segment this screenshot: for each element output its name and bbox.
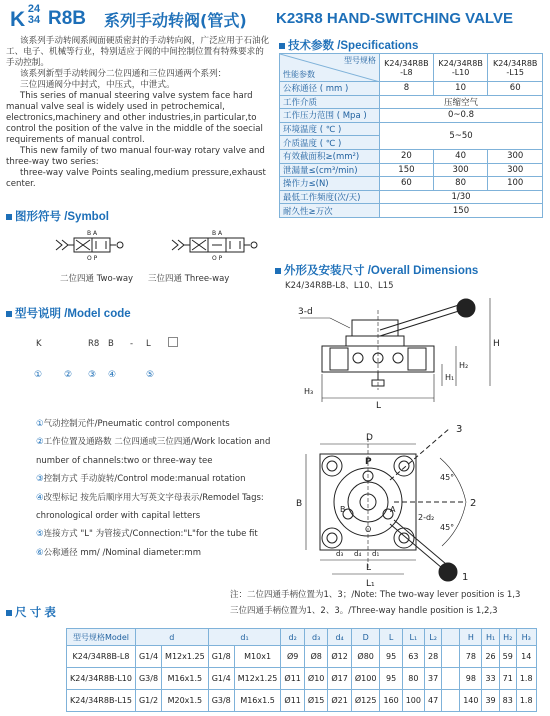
dim-header: L₁ — [402, 629, 424, 646]
spec-value: 300 — [488, 163, 543, 177]
model-code-part: R8 — [88, 339, 100, 349]
spec-value: 300 — [488, 149, 543, 163]
bullet-square-icon — [275, 268, 281, 274]
table-row — [67, 690, 537, 712]
dim-cell: 39 — [482, 690, 499, 712]
intro-en-1: This series of manual steering valve system face hard manual valve seal is widely used in petrochemical, electronics,machinery and other industries,in particular,to control the position of the valve in the middle of the soecial requirements of manual control. — [6, 91, 263, 145]
dim-cell: K24/34R8B-L15 — [67, 690, 136, 712]
label-45-bottom: 45° — [440, 523, 455, 532]
spec-row — [280, 95, 543, 109]
dim-cell: 83 — [499, 690, 516, 712]
overall-dim-subtitle: K24/34R8B-L8、L10、L15 — [285, 281, 394, 291]
label-L1: L₁ — [366, 579, 375, 589]
dim-cell: M16x1.5 — [162, 668, 209, 690]
spec-label: 工作介质 — [280, 95, 380, 109]
dim-cell: 26 — [482, 646, 499, 668]
model-code-part: - — [130, 339, 134, 349]
three-way-caption: 三位四通 Three-way — [148, 274, 230, 284]
symbol-title: 图形符号 /Symbol — [6, 208, 109, 224]
dim-header: 型号规格Model — [67, 629, 136, 646]
dim-cell: 95 — [380, 646, 402, 668]
intro-cn-3: 三位四通阀分中封式，中压式，中泄式。 — [20, 80, 175, 90]
dim-cell: M10x1 — [234, 646, 281, 668]
table-row — [67, 646, 537, 668]
spec-value: 60 — [380, 177, 434, 191]
spec-value: 压缩空气 — [380, 95, 543, 109]
spec-row — [280, 82, 543, 96]
dim-cell: Ø9 — [281, 646, 304, 668]
label-45-top: 45° — [440, 473, 455, 482]
model-code-num: ⑤ — [146, 370, 155, 380]
fraction-top: 24 — [27, 3, 41, 15]
dim-header: L — [380, 629, 402, 646]
dim-cell: K24/34R8B-L8 — [67, 646, 136, 668]
lever-note-1: 注：二位四通手柄位置为1、3；/Note: The two-way lever position is 1,3 — [230, 590, 521, 600]
model-code-num: ① — [34, 370, 43, 380]
label-O: O — [365, 525, 372, 534]
spec-diagonal-header — [280, 54, 380, 82]
model-code-notes — [36, 415, 276, 562]
top-view-drawing — [290, 418, 550, 590]
dim-cell — [442, 668, 460, 690]
spec-header-param: 性能参数 — [283, 70, 315, 79]
dim-cell: K24/34R8B-L10 — [67, 668, 136, 690]
intro-en-3: three-way valve Points sealing,medium pressure,exhaust center. — [6, 168, 266, 189]
dim-cell: 1.8 — [516, 668, 536, 690]
model-code-title: 型号说明 /Model code — [6, 305, 131, 321]
spec-label: 环境温度 ( ℃ ) — [280, 122, 380, 136]
spec-row — [280, 149, 543, 163]
label-H: H — [493, 339, 500, 349]
model-name: R8B — [48, 8, 87, 29]
model-prefix: K — [10, 8, 26, 31]
dim-cell: G1/4 — [135, 646, 161, 668]
label-L: L — [376, 401, 382, 411]
note-line: ⑤连接方式 "L" 为管接式/Connection:"L"for the tube fit — [36, 529, 258, 540]
dim-cell: Ø11 — [281, 690, 304, 712]
spec-value: 20 — [380, 149, 434, 163]
title-english: K23R8 HAND-SWITCHING VALVE — [276, 10, 513, 27]
dim-cell: 37 — [425, 668, 442, 690]
spec-label: 有效截面积≥(mm²) — [280, 149, 380, 163]
table-row — [67, 668, 537, 690]
dim-cell: Ø21 — [328, 690, 351, 712]
spec-col-l8: K24/34R8B -L8 — [380, 54, 434, 82]
bullet-square-icon — [6, 311, 12, 317]
note-line: ③控制方式 手动旋转/Control mode:manual rotation — [36, 474, 246, 485]
dim-cell: 59 — [499, 646, 516, 668]
spec-value: 80 — [433, 177, 488, 191]
spec-label: 耐久性≥万次 — [280, 204, 380, 218]
dim-cell: M16x1.5 — [234, 690, 281, 712]
spec-label: 介质温度 ( ℃ ) — [280, 136, 380, 150]
dim-cell: 100 — [402, 690, 424, 712]
model-code-num: ③ — [88, 370, 97, 380]
spec-value: 150 — [380, 163, 434, 177]
bullet-square-icon — [279, 43, 285, 49]
bullet-square-icon — [6, 610, 12, 616]
model-code-part: K — [36, 339, 42, 349]
label-P: P — [365, 457, 372, 467]
label-H1: H₁ — [445, 373, 455, 382]
bullet-square-icon — [6, 214, 12, 220]
lever-knob-icon — [439, 563, 457, 581]
svg-text:B A: B A — [212, 230, 223, 237]
label-B-dim: B — [296, 499, 303, 509]
label-2d2: 2-d₂ — [418, 513, 435, 522]
dim-cell: 140 — [460, 690, 482, 712]
label-H3: H₃ — [304, 387, 314, 396]
dim-header: d₁ — [208, 629, 281, 646]
dim-cell: G3/8 — [208, 690, 234, 712]
label-L: L — [366, 563, 372, 573]
spec-label: 工作压力范围 ( Mpa ) — [280, 109, 380, 123]
spec-value: 60 — [488, 82, 543, 96]
label-d3: d₃ — [336, 550, 344, 558]
dim-header: d₄ — [328, 629, 351, 646]
label-B: B — [340, 505, 346, 514]
two-way-symbol-icon — [56, 230, 123, 262]
dim-cell: G1/8 — [208, 646, 234, 668]
svg-text:O P: O P — [212, 255, 223, 262]
dim-cell: 98 — [460, 668, 482, 690]
model-fraction — [26, 4, 42, 26]
three-way-symbol-icon — [172, 230, 257, 262]
dim-cell: Ø80 — [351, 646, 380, 668]
spec-row — [280, 163, 543, 177]
dim-cell: 71 — [499, 668, 516, 690]
spec-label: 泄漏量≤(cm³/min) — [280, 163, 380, 177]
dim-header — [442, 629, 460, 646]
dim-cell — [442, 646, 460, 668]
spec-label: 公称通径 ( mm ) — [280, 82, 380, 96]
dim-cell: 47 — [425, 690, 442, 712]
dim-cell: M12x1.25 — [162, 646, 209, 668]
dim-cell: Ø12 — [328, 646, 351, 668]
dim-header: L₂ — [425, 629, 442, 646]
spec-table — [279, 53, 543, 218]
spec-value: 0~0.8 — [380, 109, 543, 123]
dim-header: H₃ — [516, 629, 536, 646]
dim-cell: 14 — [516, 646, 536, 668]
dim-header: D — [351, 629, 380, 646]
spec-value: 1/30 — [380, 190, 543, 204]
dim-cell: Ø17 — [328, 668, 351, 690]
dim-cell — [442, 690, 460, 712]
intro-cn-1: 该系列手动转阀系阀面硬质密封的手动转向阀，广泛应用于石油化工、电子、机械等行业，特别适应于阀的中间控制位置有特殊要求的手动控制。 — [6, 36, 270, 68]
overall-dim-title: 外形及安装尺寸 /Overall Dimensions — [275, 262, 478, 278]
fraction-bottom: 34 — [27, 14, 41, 26]
lever-knob-icon — [457, 299, 475, 317]
spec-value: 5~50 — [380, 122, 543, 149]
dim-header: d₃ — [304, 629, 327, 646]
label-H2: H₂ — [459, 361, 469, 370]
spec-header-row — [280, 54, 543, 82]
label-pos-1: 1 — [462, 572, 469, 583]
dim-header: H₁ — [482, 629, 499, 646]
dim-header: d₂ — [281, 629, 304, 646]
dim-table-title: 尺 寸 表 — [6, 604, 56, 620]
two-way-caption: 二位四通 Two-way — [60, 274, 134, 284]
spec-value: 100 — [488, 177, 543, 191]
dim-cell: M12x1.25 — [234, 668, 281, 690]
dim-cell: G1/4 — [208, 668, 234, 690]
label-d4: d₄ — [354, 550, 362, 558]
model-code-box — [168, 337, 178, 347]
dim-cell: Ø100 — [351, 668, 380, 690]
spec-label: 最低工作频度(次/天) — [280, 190, 380, 204]
note-line: ②工作位置及通路数 二位四通或三位四通/Work location and — [36, 437, 271, 448]
svg-text:O P: O P — [87, 255, 98, 262]
model-code-part: B — [108, 339, 114, 349]
label-d1: d₁ — [372, 550, 380, 558]
spec-col-l10: K24/34R8B -L10 — [433, 54, 488, 82]
spec-header-model: 型号规格 — [344, 56, 376, 65]
note-line: chronological order with capital letters — [36, 511, 201, 522]
dimension-table — [66, 628, 537, 712]
dim-cell: Ø15 — [304, 690, 327, 712]
dim-cell: 1.8 — [516, 690, 536, 712]
dim-header: H — [460, 629, 482, 646]
dim-header: H₂ — [499, 629, 516, 646]
lever-note-2: 三位四通手柄位置为1、2、3。/Three-way handle position is 1,2,3 — [230, 606, 498, 616]
specs-title: 技术参数 /Specifications — [279, 37, 418, 53]
title-chinese: 系列手动转阀(管式) — [104, 11, 247, 30]
dim-cell: M20x1.5 — [162, 690, 209, 712]
dim-cell: 160 — [380, 690, 402, 712]
spec-value: 150 — [380, 204, 543, 218]
dim-header: d — [135, 629, 208, 646]
side-view-drawing — [290, 290, 550, 415]
spec-row — [280, 177, 543, 191]
note-line: ①气动控制元件/Pneumatic control components — [36, 419, 230, 429]
dim-cell: 80 — [402, 668, 424, 690]
dim-cell: G1/2 — [135, 690, 161, 712]
dim-cell: Ø125 — [351, 690, 380, 712]
spec-col-l15: K24/34R8B -L15 — [488, 54, 543, 82]
model-code-num: ④ — [108, 370, 117, 380]
model-code-part: L — [146, 339, 151, 349]
dim-cell: Ø8 — [304, 646, 327, 668]
spec-row — [280, 190, 543, 204]
note-line: number of channels:two or three-way tee — [36, 455, 213, 466]
label-pos-2: 2 — [470, 498, 477, 509]
intro-cn-2: 该系列新型手动转阀分二位四通和三位四通两个系列： — [20, 69, 227, 79]
dim-header-row — [67, 629, 537, 646]
note-line: ⑥公称通径 mm/ /Nominal diameter:mm — [36, 547, 201, 558]
label-3d: 3-d — [298, 307, 313, 317]
spec-label: 操作力≤(N) — [280, 177, 380, 191]
dim-cell: Ø10 — [304, 668, 327, 690]
dim-cell: G3/8 — [135, 668, 161, 690]
dim-cell: 28 — [425, 646, 442, 668]
svg-text:B A: B A — [87, 230, 98, 237]
spec-value: 10 — [433, 82, 488, 96]
label-pos-3: 3 — [456, 424, 463, 435]
dim-cell: 95 — [380, 668, 402, 690]
note-line: ④改型标记 按先后顺序用大写英文字母表示/Remodel Tags: — [36, 492, 264, 503]
dim-cell: 78 — [460, 646, 482, 668]
dim-cell: 33 — [482, 668, 499, 690]
dim-cell: Ø11 — [281, 668, 304, 690]
spec-value: 8 — [380, 82, 434, 96]
spec-value: 300 — [433, 163, 488, 177]
intro-en-2: This new family of two manual four-way rotary valve and three-way two series: — [6, 146, 265, 167]
label-A: A — [390, 505, 396, 514]
page-header — [6, 4, 546, 30]
label-D: D — [366, 433, 373, 443]
spec-row — [280, 109, 543, 123]
intro-text — [6, 36, 270, 190]
spec-row — [280, 122, 543, 136]
dim-cell: 63 — [402, 646, 424, 668]
model-code-num: ② — [64, 370, 73, 380]
spec-row — [280, 204, 543, 218]
spec-value: 40 — [433, 149, 488, 163]
